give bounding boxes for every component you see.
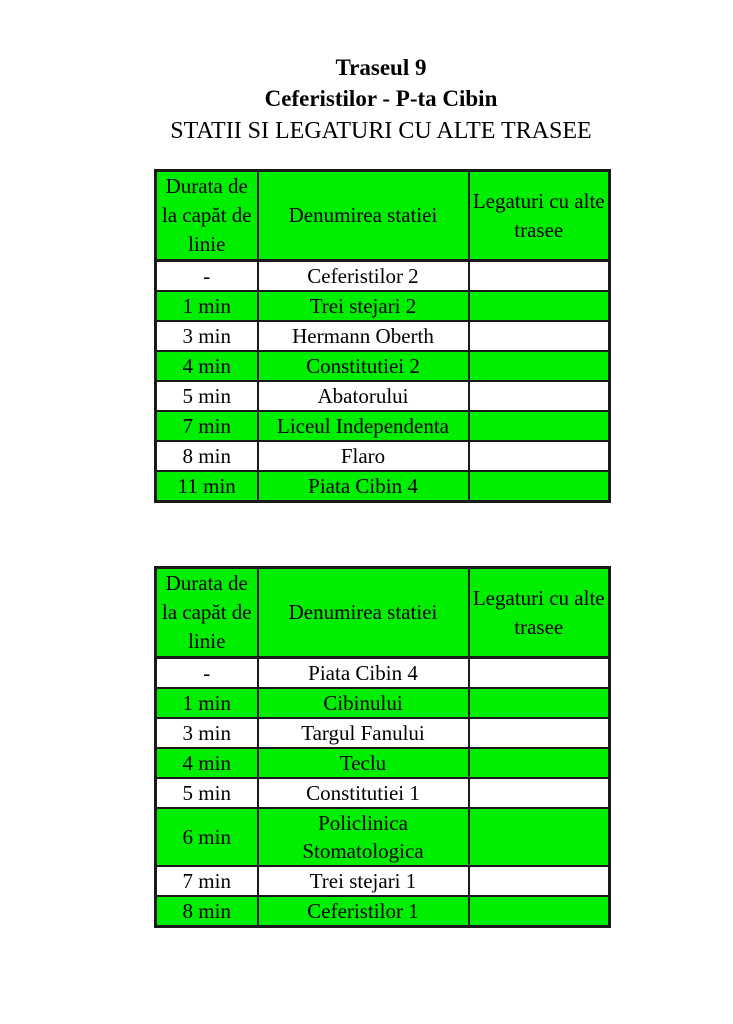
connections-cell <box>469 658 610 689</box>
column-header-connections: Legaturi cu alte trasee <box>469 568 610 658</box>
table-row <box>156 658 610 689</box>
title-block <box>154 52 608 148</box>
column-header-station: Denumirea statiei <box>258 568 469 658</box>
connections-cell <box>469 411 610 441</box>
table-row <box>156 718 610 748</box>
connections-cell <box>469 808 610 866</box>
station-cell: Constitutiei 2 <box>258 351 469 381</box>
route-endpoints-title: Ceferistilor - P-ta Cibin <box>264 86 498 111</box>
connections-cell <box>469 748 610 778</box>
table-row <box>156 321 610 351</box>
duration-cell: 5 min <box>156 381 258 411</box>
connections-cell <box>469 688 610 718</box>
page-subtitle: STATII SI LEGATURI CU ALTE TRASEE <box>170 118 592 144</box>
column-header-duration: Durata de la capăt de linie <box>156 568 258 658</box>
station-cell: Hermann Oberth <box>258 321 469 351</box>
table-header-row <box>156 568 610 658</box>
duration-cell: 5 min <box>156 778 258 808</box>
station-cell: Piata Cibin 4 <box>258 658 469 689</box>
connections-cell <box>469 718 610 748</box>
table-row <box>156 866 610 896</box>
table-row <box>156 351 610 381</box>
station-cell: Targul Fanului <box>258 718 469 748</box>
station-cell: Abatorului <box>258 381 469 411</box>
station-cell: Ceferistilor 2 <box>258 261 469 292</box>
connections-cell <box>469 471 610 502</box>
column-header-duration: Durata de la capăt de linie <box>156 171 258 261</box>
table-header-row <box>156 171 610 261</box>
duration-cell: - <box>156 658 258 689</box>
table-row <box>156 411 610 441</box>
table-row <box>156 261 610 292</box>
table-row <box>156 291 610 321</box>
duration-cell: 7 min <box>156 411 258 441</box>
station-cell: Ceferistilor 1 <box>258 896 469 927</box>
duration-cell: - <box>156 261 258 292</box>
station-cell: Cibinului <box>258 688 469 718</box>
station-cell: Trei stejari 2 <box>258 291 469 321</box>
stations-table-outbound <box>154 169 611 503</box>
column-header-connections: Legaturi cu alte trasee <box>469 171 610 261</box>
stations-table-return <box>154 566 611 928</box>
table-row <box>156 441 610 471</box>
connections-cell <box>469 381 610 411</box>
table-row <box>156 381 610 411</box>
duration-cell: 6 min <box>156 808 258 866</box>
connections-cell <box>469 291 610 321</box>
duration-cell: 8 min <box>156 896 258 927</box>
station-cell: Policlinica Stomatologica <box>258 808 469 866</box>
connections-cell <box>469 866 610 896</box>
duration-cell: 3 min <box>156 718 258 748</box>
duration-cell: 1 min <box>156 688 258 718</box>
table-row <box>156 896 610 927</box>
station-cell: Piata Cibin 4 <box>258 471 469 502</box>
duration-cell: 7 min <box>156 866 258 896</box>
duration-cell: 3 min <box>156 321 258 351</box>
duration-cell: 1 min <box>156 291 258 321</box>
route-number-title: Traseul 9 <box>335 55 427 80</box>
table-row <box>156 748 610 778</box>
station-cell: Trei stejari 1 <box>258 866 469 896</box>
table-row <box>156 778 610 808</box>
document-page <box>154 52 608 928</box>
table-row <box>156 808 610 866</box>
connections-cell <box>469 441 610 471</box>
duration-cell: 4 min <box>156 351 258 381</box>
duration-cell: 8 min <box>156 441 258 471</box>
connections-cell <box>469 321 610 351</box>
connections-cell <box>469 896 610 927</box>
duration-cell: 11 min <box>156 471 258 502</box>
table-row <box>156 471 610 502</box>
station-cell: Flaro <box>258 441 469 471</box>
connections-cell <box>469 778 610 808</box>
station-cell: Liceul Independenta <box>258 411 469 441</box>
connections-cell <box>469 351 610 381</box>
connections-cell <box>469 261 610 292</box>
table-row <box>156 688 610 718</box>
duration-cell: 4 min <box>156 748 258 778</box>
station-cell: Constitutiei 1 <box>258 778 469 808</box>
column-header-station: Denumirea statiei <box>258 171 469 261</box>
station-cell: Teclu <box>258 748 469 778</box>
